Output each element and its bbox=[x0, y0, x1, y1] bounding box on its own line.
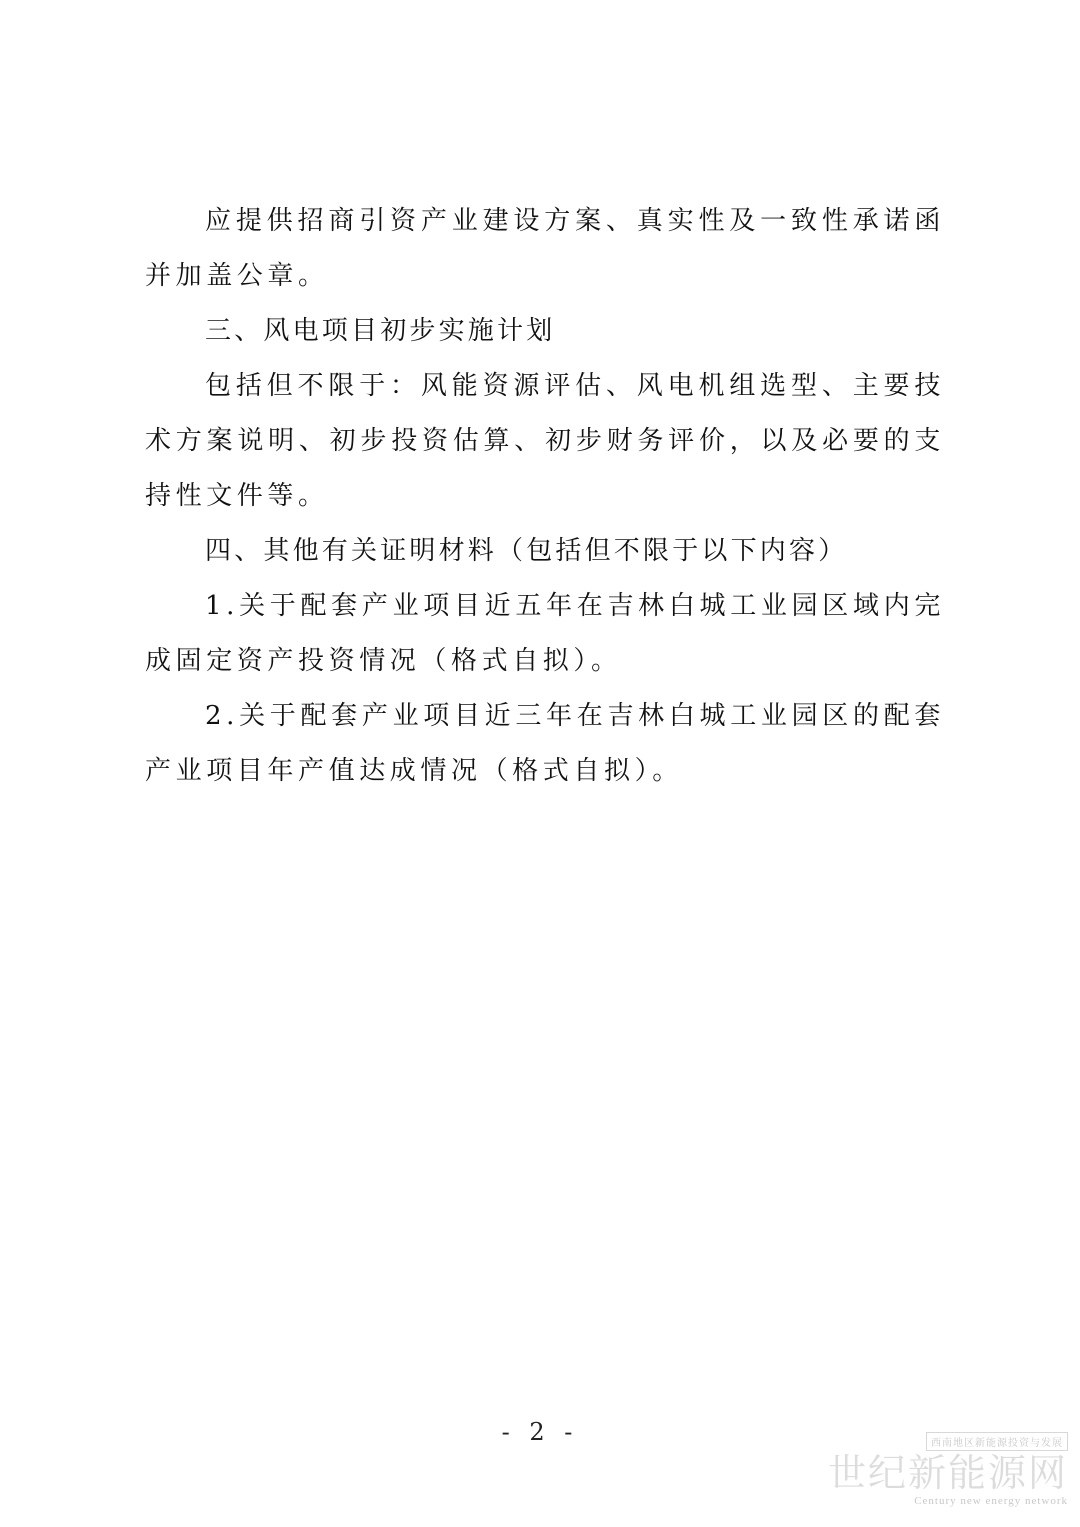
watermark-english: Century new energy network bbox=[914, 1495, 1068, 1507]
section-heading-4: 四、其他有关证明材料（包括但不限于以下内容） bbox=[205, 536, 848, 566]
document-body bbox=[145, 194, 945, 799]
page-number: - 2 - bbox=[501, 1418, 579, 1446]
list-item-2: 2.关于配套产业项目近三年在吉林白城工业园区的配套产业项目年产值达成情况（格式自拟）。 bbox=[145, 701, 945, 786]
watermark-name: 世纪新能源网 bbox=[828, 1451, 1069, 1495]
paragraph-section-3-body: 包括但不限于：风能资源评估、风电机组选型、主要技术方案说明、初步投资估算、初步财务评价，以及必要的支持性文件等。 bbox=[145, 371, 945, 511]
watermark-logo bbox=[828, 1431, 1068, 1521]
paragraph-continuation: 应提供招商引资产业建设方案、真实性及一致性承诺函并加盖公章。 bbox=[145, 206, 945, 291]
list-item-1: 1.关于配套产业项目近五年在吉林白城工业园区域内完成固定资产投资情况（格式自拟）。 bbox=[145, 591, 945, 676]
watermark-tagline: 西南地区新能源投资与发展 bbox=[926, 1432, 1068, 1451]
section-heading-3: 三、风电项目初步实施计划 bbox=[205, 316, 556, 346]
